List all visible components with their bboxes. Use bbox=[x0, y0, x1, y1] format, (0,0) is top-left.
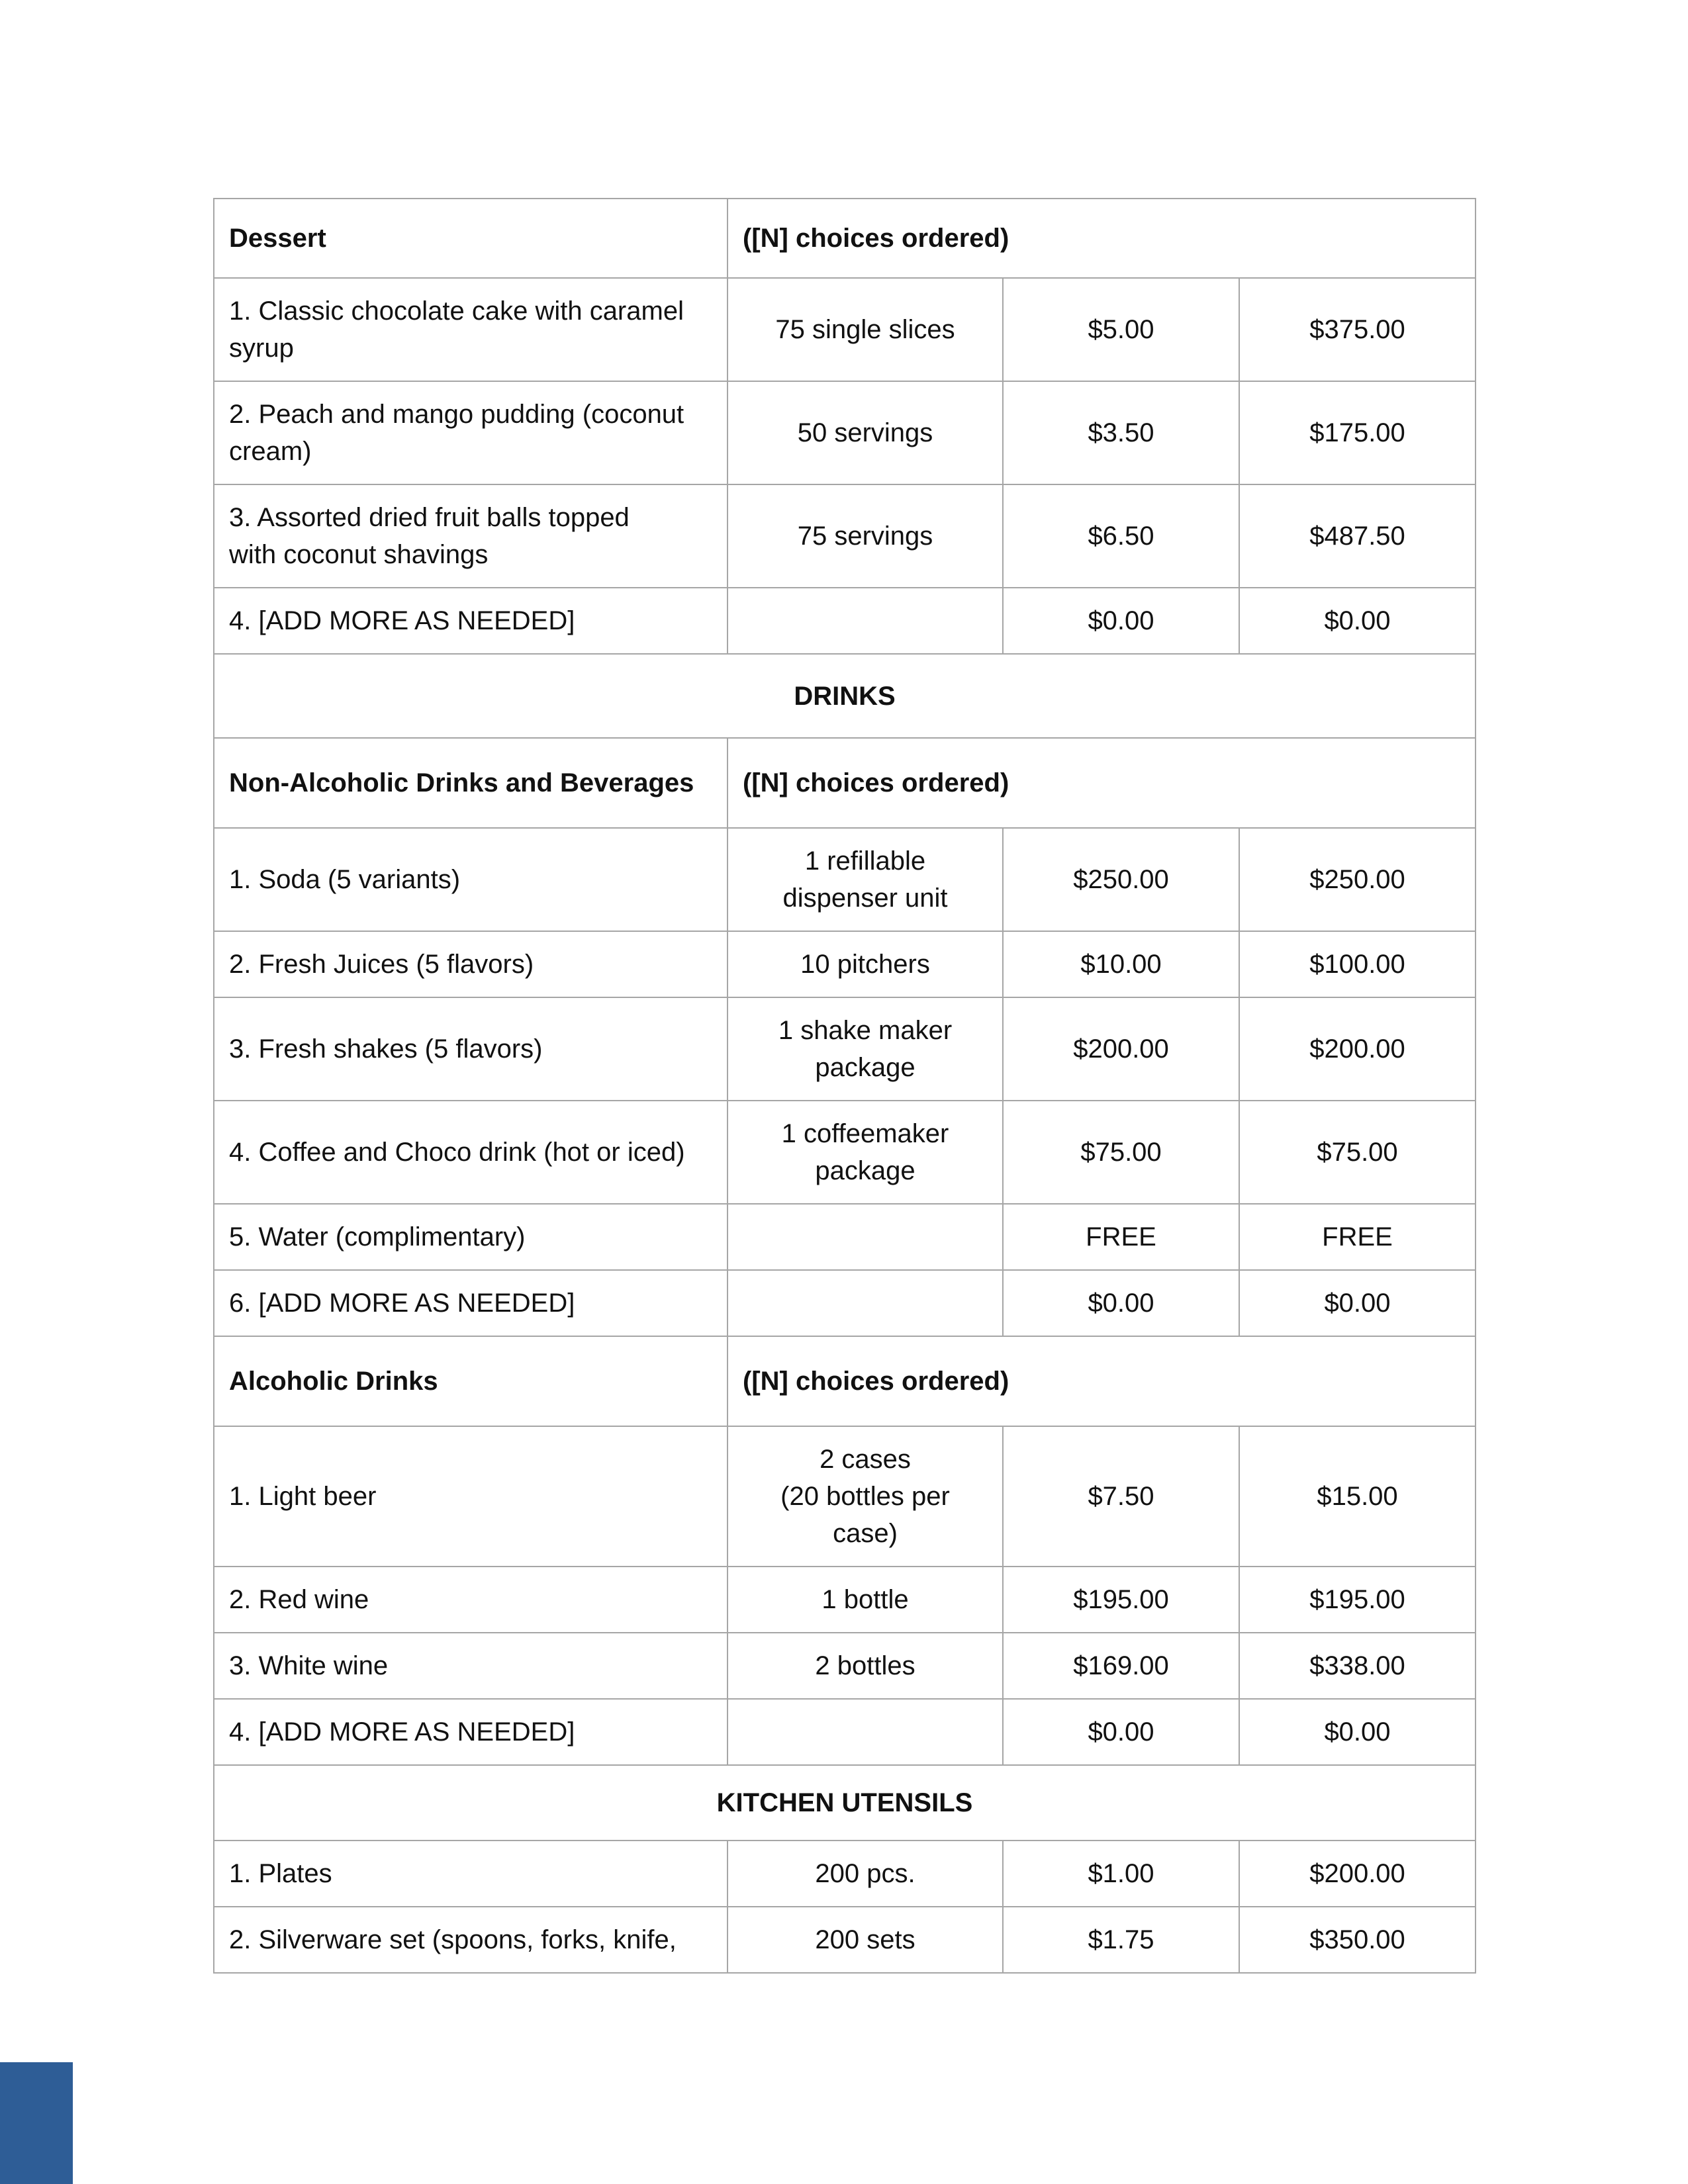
item-unit-price: $200.00 bbox=[1003, 997, 1239, 1101]
item-unit-price: $5.00 bbox=[1003, 278, 1239, 381]
table-row bbox=[214, 1907, 1476, 1973]
item-unit-price: $0.00 bbox=[1003, 1699, 1239, 1765]
category-header-row bbox=[214, 738, 1476, 828]
item-total: $0.00 bbox=[1239, 1699, 1476, 1765]
item-total: $350.00 bbox=[1239, 1907, 1476, 1973]
item-name: 1. Soda (5 variants) bbox=[214, 828, 727, 931]
table-row bbox=[214, 278, 1476, 381]
item-quantity: 75 servings bbox=[727, 484, 1003, 588]
category-title: Non-Alcoholic Drinks and Beverages bbox=[214, 738, 727, 828]
item-unit-price: $1.75 bbox=[1003, 1907, 1239, 1973]
item-unit-price: $250.00 bbox=[1003, 828, 1239, 931]
table-row bbox=[214, 931, 1476, 997]
item-unit-price: $0.00 bbox=[1003, 588, 1239, 654]
item-total: $15.00 bbox=[1239, 1426, 1476, 1567]
item-name: 6. [ADD MORE AS NEEDED] bbox=[214, 1270, 727, 1336]
category-header-row bbox=[214, 1336, 1476, 1426]
item-total: $487.50 bbox=[1239, 484, 1476, 588]
item-total: FREE bbox=[1239, 1204, 1476, 1270]
item-name: 2. Fresh Juices (5 flavors) bbox=[214, 931, 727, 997]
item-quantity: 1 refillable dispenser unit bbox=[727, 828, 1003, 931]
choices-note: ([N] choices ordered) bbox=[727, 199, 1476, 278]
item-name: 1. Plates bbox=[214, 1841, 727, 1907]
item-unit-price: $169.00 bbox=[1003, 1633, 1239, 1699]
item-quantity bbox=[727, 588, 1003, 654]
section-header-row bbox=[214, 654, 1476, 738]
item-quantity: 2 cases (20 bottles per case) bbox=[727, 1426, 1003, 1567]
item-total: $0.00 bbox=[1239, 1270, 1476, 1336]
item-name: 4. Coffee and Choco drink (hot or iced) bbox=[214, 1101, 727, 1204]
table-row bbox=[214, 1633, 1476, 1699]
table-row bbox=[214, 1567, 1476, 1633]
item-unit-price: FREE bbox=[1003, 1204, 1239, 1270]
table-row bbox=[214, 484, 1476, 588]
item-name: 3. Assorted dried fruit balls topped with coconut shavings bbox=[214, 484, 727, 588]
item-name: 2. Red wine bbox=[214, 1567, 727, 1633]
item-name: 3. White wine bbox=[214, 1633, 727, 1699]
table-row bbox=[214, 588, 1476, 654]
item-quantity: 75 single slices bbox=[727, 278, 1003, 381]
item-unit-price: $195.00 bbox=[1003, 1567, 1239, 1633]
item-total: $0.00 bbox=[1239, 588, 1476, 654]
item-quantity: 1 coffeemaker package bbox=[727, 1101, 1003, 1204]
item-unit-price: $0.00 bbox=[1003, 1270, 1239, 1336]
item-quantity bbox=[727, 1270, 1003, 1336]
item-quantity: 1 shake maker package bbox=[727, 997, 1003, 1101]
item-total: $250.00 bbox=[1239, 828, 1476, 931]
item-total: $375.00 bbox=[1239, 278, 1476, 381]
item-unit-price: $7.50 bbox=[1003, 1426, 1239, 1567]
item-unit-price: $3.50 bbox=[1003, 381, 1239, 484]
item-total: $200.00 bbox=[1239, 1841, 1476, 1907]
table-row bbox=[214, 1101, 1476, 1204]
page-accent-bar bbox=[0, 2062, 73, 2184]
table-row bbox=[214, 1204, 1476, 1270]
catering-table bbox=[213, 198, 1476, 1974]
table-row bbox=[214, 1426, 1476, 1567]
item-name: 2. Peach and mango pudding (coconut cream) bbox=[214, 381, 727, 484]
section-title: DRINKS bbox=[214, 654, 1476, 738]
table-row bbox=[214, 1270, 1476, 1336]
table-row bbox=[214, 1841, 1476, 1907]
item-unit-price: $10.00 bbox=[1003, 931, 1239, 997]
choices-note: ([N] choices ordered) bbox=[727, 738, 1476, 828]
item-total: $338.00 bbox=[1239, 1633, 1476, 1699]
item-total: $195.00 bbox=[1239, 1567, 1476, 1633]
category-title: Dessert bbox=[214, 199, 727, 278]
choices-note: ([N] choices ordered) bbox=[727, 1336, 1476, 1426]
item-quantity: 200 sets bbox=[727, 1907, 1003, 1973]
item-total: $200.00 bbox=[1239, 997, 1476, 1101]
item-name: 5. Water (complimentary) bbox=[214, 1204, 727, 1270]
table-row bbox=[214, 381, 1476, 484]
item-unit-price: $1.00 bbox=[1003, 1841, 1239, 1907]
item-total: $175.00 bbox=[1239, 381, 1476, 484]
item-name: 4. [ADD MORE AS NEEDED] bbox=[214, 1699, 727, 1765]
table-row bbox=[214, 828, 1476, 931]
item-unit-price: $6.50 bbox=[1003, 484, 1239, 588]
item-quantity: 2 bottles bbox=[727, 1633, 1003, 1699]
category-header-row bbox=[214, 199, 1476, 278]
table-row bbox=[214, 997, 1476, 1101]
item-name: 3. Fresh shakes (5 flavors) bbox=[214, 997, 727, 1101]
table-body bbox=[214, 199, 1476, 1973]
item-quantity: 1 bottle bbox=[727, 1567, 1003, 1633]
item-name: 4. [ADD MORE AS NEEDED] bbox=[214, 588, 727, 654]
item-name: 2. Silverware set (spoons, forks, knife, bbox=[214, 1907, 727, 1973]
item-quantity: 50 servings bbox=[727, 381, 1003, 484]
item-quantity bbox=[727, 1204, 1003, 1270]
section-title: KITCHEN UTENSILS bbox=[214, 1765, 1476, 1841]
table-row bbox=[214, 1699, 1476, 1765]
item-name: 1. Classic chocolate cake with caramel syrup bbox=[214, 278, 727, 381]
item-quantity: 200 pcs. bbox=[727, 1841, 1003, 1907]
item-total: $75.00 bbox=[1239, 1101, 1476, 1204]
item-quantity bbox=[727, 1699, 1003, 1765]
item-unit-price: $75.00 bbox=[1003, 1101, 1239, 1204]
item-total: $100.00 bbox=[1239, 931, 1476, 997]
item-quantity: 10 pitchers bbox=[727, 931, 1003, 997]
section-header-row bbox=[214, 1765, 1476, 1841]
category-title: Alcoholic Drinks bbox=[214, 1336, 727, 1426]
item-name: 1. Light beer bbox=[214, 1426, 727, 1567]
